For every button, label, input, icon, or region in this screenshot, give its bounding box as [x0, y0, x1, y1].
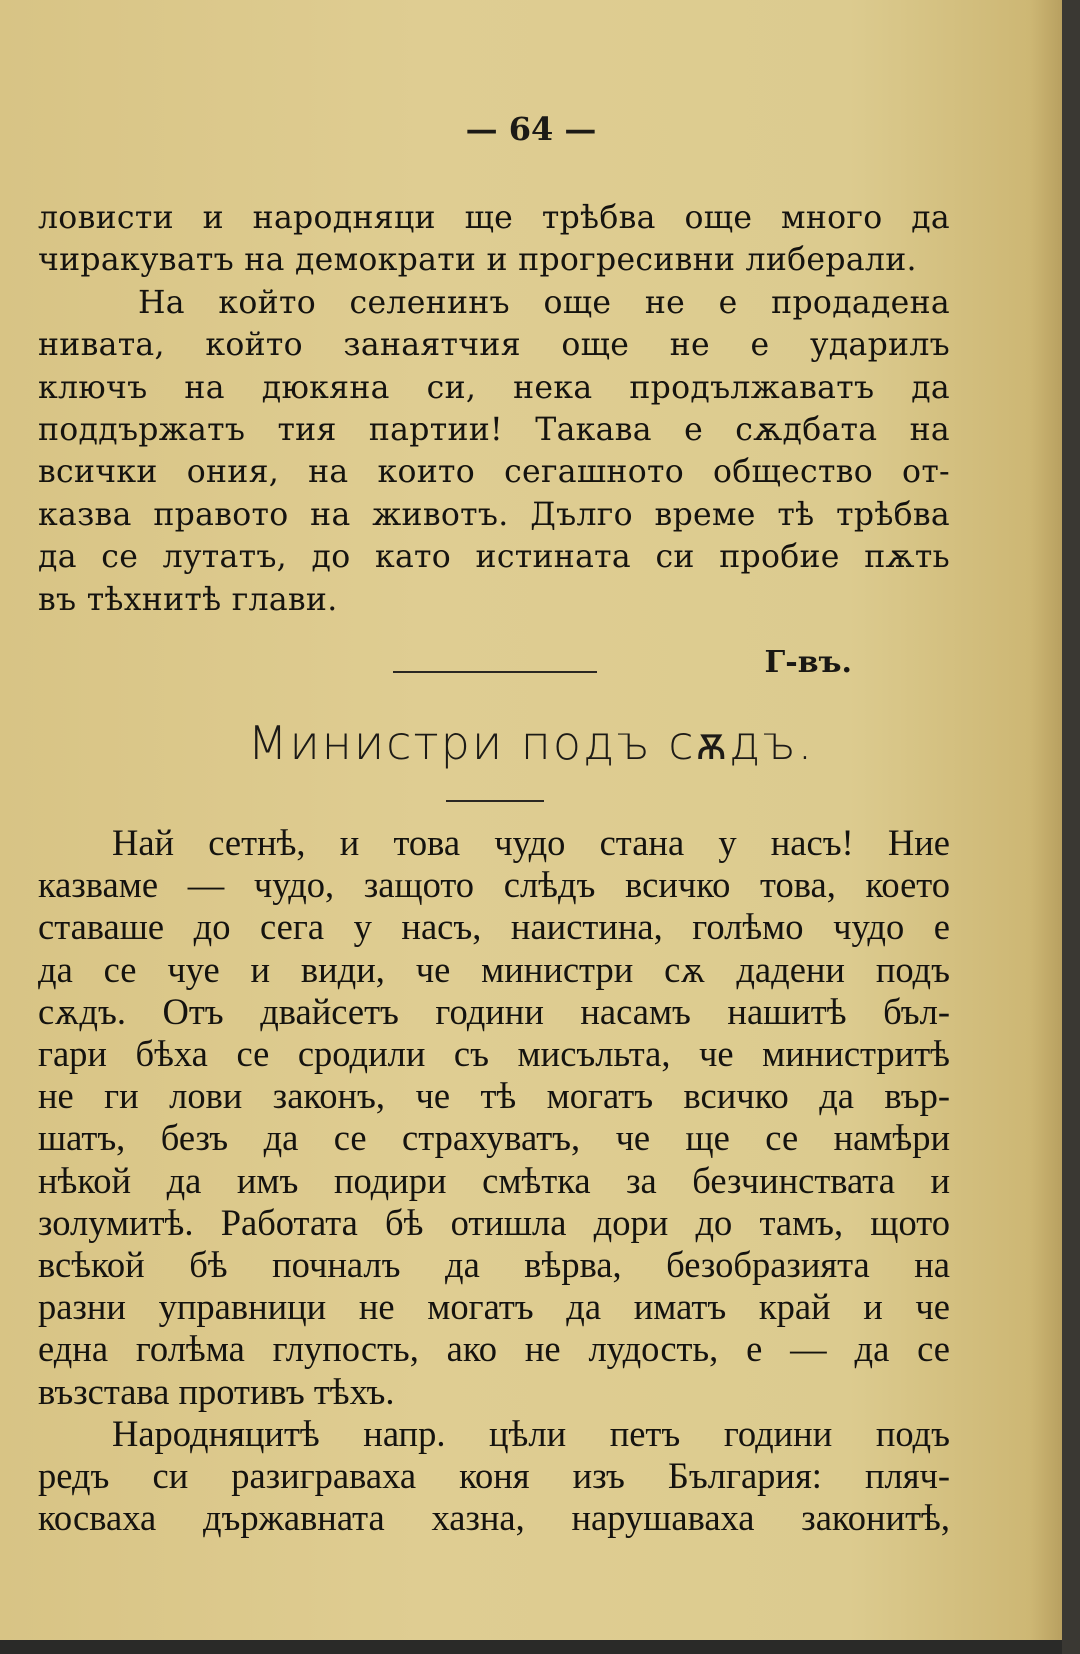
article-title: Министри подъ сѫдъ.: [247, 716, 815, 770]
text-line: чиракуватъ на демократи и прогресивни либерали.: [38, 242, 917, 279]
text-line: казва правото на животъ. Дълго време тѣ трѣбва: [38, 496, 950, 533]
text-line: Народняцитѣ напр. цѣли петъ години подъ: [112, 1412, 950, 1454]
text-line: да се лутатъ, до като истината си пробие пѫть: [38, 539, 950, 576]
text-line: възстава противъ тѣхъ.: [38, 1370, 395, 1412]
text-line: не ги лови законъ, че тѣ могатъ всичко да вър-: [38, 1075, 950, 1117]
text-line: всички ония, на които сегашното общество от-: [38, 454, 950, 491]
text-line: казваме — чудо, защото слѣдъ всичко това, което: [38, 864, 950, 906]
text-line: ставаше до сега у насъ, наистина, голѣмо чудо е: [38, 906, 950, 948]
text-line: Най сетнѣ, и това чудо стана у насъ! Ние: [112, 822, 950, 863]
text-line: ловисти и народняци ще трѣбва още много да: [38, 200, 950, 236]
text-line: редъ си разиграваха коня изъ България: пляч-: [38, 1455, 950, 1497]
text-line: шатъ, безъ да се страхуватъ, че ще се намѣри: [38, 1117, 950, 1159]
title-underline: [446, 800, 544, 802]
text-line: нѣкой да имъ подири смѣтка за безчинствата и: [38, 1159, 950, 1201]
text-line: да се чуе и види, че министри сѫ дадени подъ: [38, 948, 950, 990]
text-line: поддържатъ тия партии! Такава е сѫдбата на: [38, 412, 950, 449]
text-line: косваха държавната хазна, нарушаваха законитѣ,: [38, 1497, 950, 1539]
article1-body: [38, 197, 950, 621]
page-number: — 64 —: [465, 110, 597, 148]
text-line: въ тѣхнитѣ глави.: [38, 581, 338, 618]
text-line: гари бѣха се сродили съ мисъльта, че министритѣ: [38, 1033, 950, 1075]
page-edge-shadow: [1062, 0, 1080, 1654]
section-divider: [393, 671, 597, 673]
text-line: сѫдъ. Отъ двайсетъ години насамъ нашитѣ бъл-: [38, 990, 950, 1032]
text-line: На който селенинъ още не е продадена: [138, 284, 950, 321]
author-signature: Г-въ.: [764, 645, 852, 680]
text-line: една голѣма глупость, ако не лудость, е — да се: [38, 1328, 950, 1370]
text-line: золумитѣ. Работата бѣ отишла дори до тамъ, щото: [38, 1201, 950, 1243]
text-line: разни управници не могатъ да иматъ край и че: [38, 1286, 950, 1328]
text-line: ключъ на дюкяна си, нека продължаватъ да: [38, 369, 950, 406]
text-line: всѣкой бѣ почналъ да вѣрва, безобразията на: [38, 1244, 950, 1286]
article2-body: [38, 822, 950, 1539]
text-line: нивата, който занаятчия още не е ударилъ: [38, 327, 950, 364]
